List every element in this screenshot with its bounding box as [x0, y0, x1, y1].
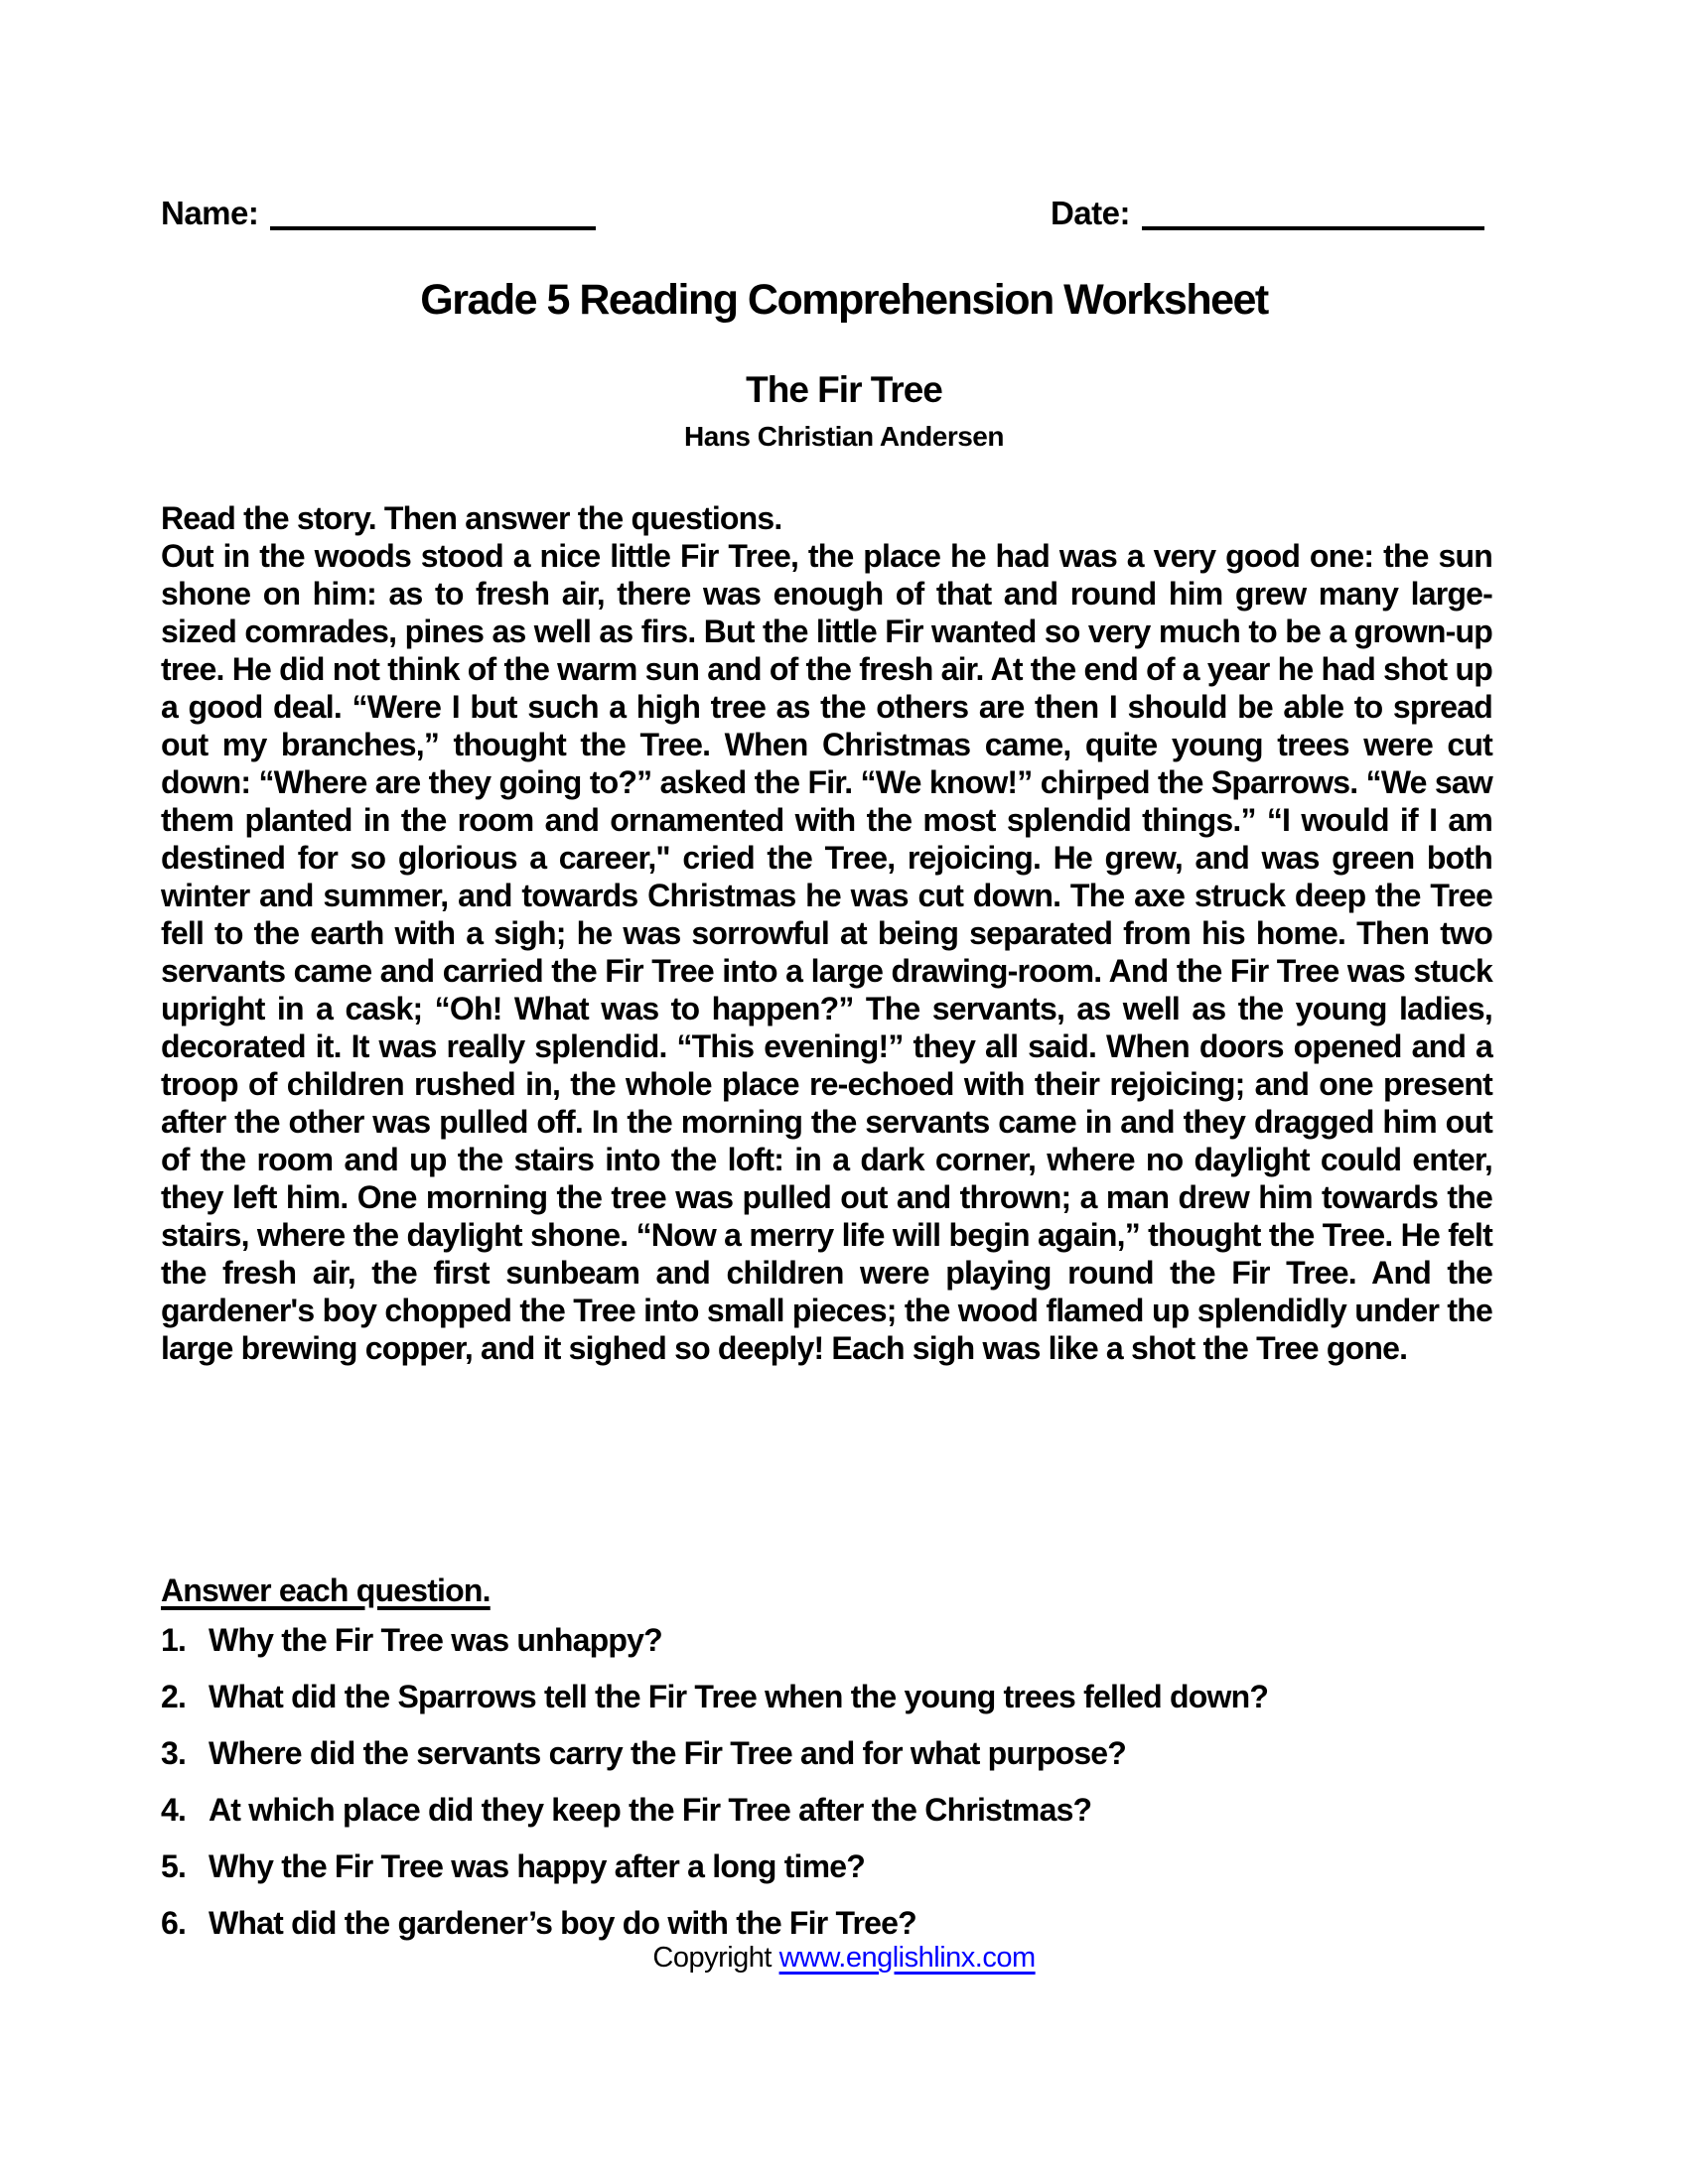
- question-item-6: [161, 1904, 1492, 1942]
- question-item-1: [161, 1621, 1492, 1659]
- question-text: Where did the servants carry the Fir Tree and for what purpose?: [209, 1735, 1127, 1771]
- questions-list: [161, 1621, 1492, 1942]
- question-text: What did the gardener’s boy do with the Fir Tree?: [209, 1905, 916, 1941]
- question-item-2: [161, 1678, 1492, 1715]
- copyright-link[interactable]: www.englishlinx.com: [778, 1942, 1036, 1974]
- name-blank-line[interactable]: [270, 226, 596, 230]
- question-number: 5.: [161, 1848, 187, 1884]
- copyright-label: Copyright: [652, 1942, 772, 1974]
- question-number: 2.: [161, 1679, 187, 1714]
- questions-heading: Answer each question.: [161, 1572, 491, 1608]
- footer: [0, 1942, 1688, 1975]
- question-item-4: [161, 1791, 1492, 1829]
- question-number: 6.: [161, 1905, 187, 1941]
- story-author: Hans Christian Andersen: [684, 421, 1004, 452]
- question-text: What did the Sparrows tell the Fir Tree when the young trees felled down?: [209, 1679, 1269, 1714]
- date-blank-line[interactable]: [1142, 226, 1484, 230]
- story-section: [161, 499, 1492, 1367]
- name-label: Name:: [161, 195, 259, 231]
- question-number: 1.: [161, 1622, 187, 1658]
- question-text: Why the Fir Tree was happy after a long time?: [209, 1848, 866, 1884]
- question-item-3: [161, 1734, 1492, 1772]
- story-text: Out in the woods stood a nice little Fir Tree, the place he had was a very good one: the sun shone on him: as to fresh air, there was enough of that and round him grew many large-sized comrades, pines as well as firs. But the little Fir wanted so very much to be a grown-up tree. He did not think of the warm sun and of the fresh air. At the end of a year he had shot up a good deal. “Were I but such a high tree as the others are then I should be able to spread out my branches,” thought the Tree. When Christmas came, quite young trees were cut down: “Where are they going to?” asked the Fir. “We know!” chirped the Sparrows. “We saw them planted in the room and ornamented with the most splendid things.” “I would if I am destined for so glorious a career," cried the Tree, rejoicing. He grew, and was green both winter and summer, and towards Christmas he was cut down. The axe struck deep the Tree fell to the earth with a sigh; he was sorrowful at being separated from his home. Then two servants came and carried the Fir Tree into a large drawing-room. And the Fir Tree was stuck upright in a cask; “Oh! What was to happen?” The servants, as well as the young ladies, decorated it. It was really splendid. “This evening!” they all said. When doors opened and a troop of children rushed in, the whole place re-echoed with their rejoicing; and one present after the other was pulled off. In the morning the servants came in and they dragged him out of the room and up the stairs into the loft: in a dark corner, where no daylight could enter, they left him. One morning the tree was pulled out and thrown; a man drew him towards the stairs, where the daylight shone. “Now a merry life will begin again,” thought the Tree. He felt the fresh air, the first sunbeam and children were playing round the Fir Tree. And the gardener's boy chopped the Tree into small pieces; the wood flamed up splendidly under the large brewing copper, and it sighed so deeply! Each sigh was like a shot the Tree gone.: [161, 538, 1492, 1366]
- question-item-5: [161, 1847, 1492, 1885]
- worksheet-title: Grade 5 Reading Comprehension Worksheet: [420, 276, 1268, 324]
- question-text: At which place did they keep the Fir Tree after the Christmas?: [209, 1792, 1092, 1828]
- question-number: 4.: [161, 1792, 187, 1828]
- question-text: Why the Fir Tree was unhappy?: [209, 1622, 662, 1658]
- date-label: Date:: [1050, 195, 1130, 231]
- date-field: [1051, 195, 1484, 232]
- question-number: 3.: [161, 1735, 187, 1771]
- header-fields: [161, 195, 1484, 232]
- story-instructions: Read the story. Then answer the questions.: [161, 500, 782, 536]
- story-title: The Fir Tree: [746, 369, 942, 410]
- name-field: [161, 195, 596, 232]
- questions-section: [161, 1571, 1492, 1942]
